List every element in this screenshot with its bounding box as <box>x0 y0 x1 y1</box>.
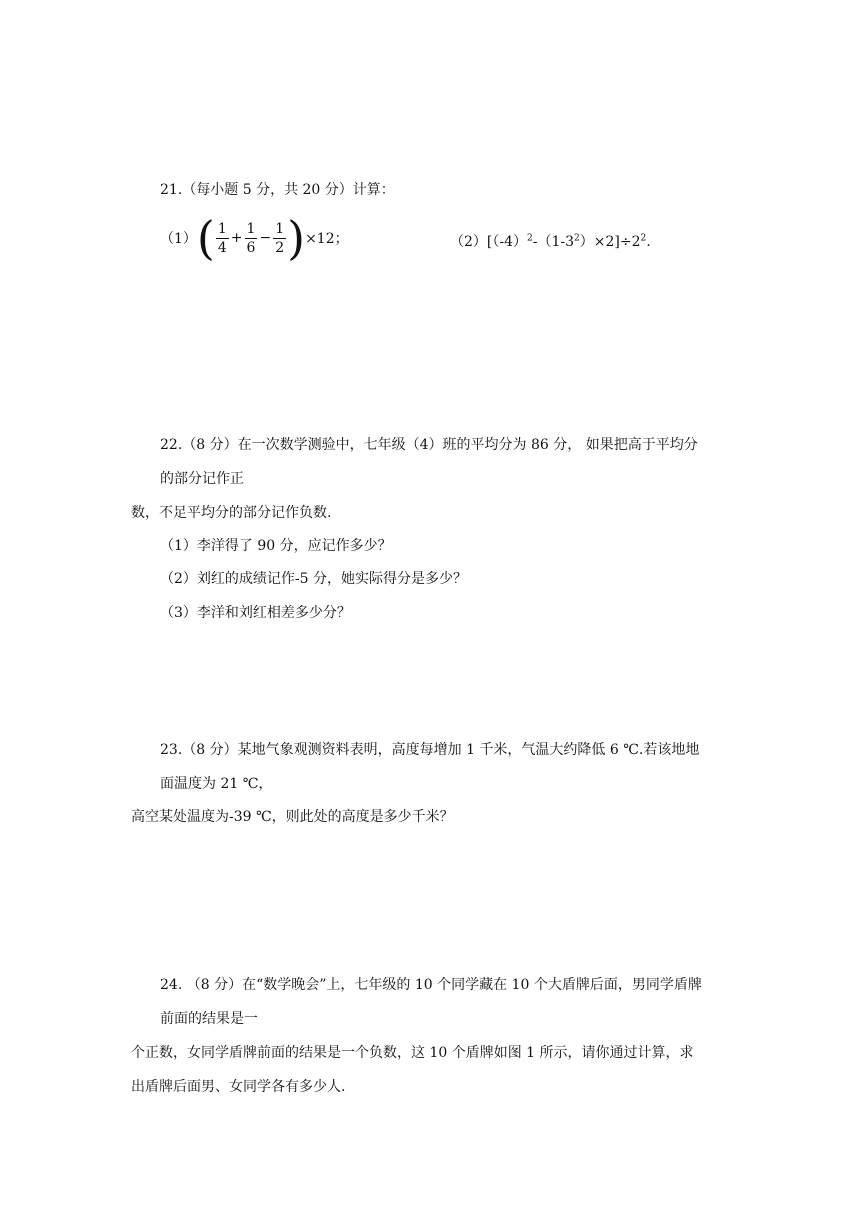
q22-sub-3: （3）李洋和刘红相差多少分？ <box>160 605 351 621</box>
q21-part2-a-exponent: 2 <box>527 233 533 244</box>
q22-sub-2: （2）刘红的成绩记作-5 分，她实际得分是多少？ <box>160 571 467 587</box>
q23-line-3: 高空某处温度为-39 ℃，则此处的高度是多少千米？ <box>131 809 454 825</box>
q22-sub-1: （1）李洋得了 90 分，应记作多少？ <box>160 538 392 554</box>
q21-part1-tail: ×12； <box>305 231 349 247</box>
fraction-1-numerator: 1 <box>217 220 227 237</box>
fraction-3 <box>273 220 286 257</box>
fraction-2-denominator: 6 <box>246 239 256 256</box>
plus-operator: + <box>230 230 243 246</box>
minus-operator: − <box>259 230 272 246</box>
q21-part1-label: （1） <box>160 231 197 247</box>
q21-part2-c-exponent: 2 <box>640 233 647 244</box>
fraction-1 <box>216 220 229 257</box>
q24-line-4: 出盾牌后面男、女同学各有多少人. <box>131 1079 346 1095</box>
q24-line-1: 24. （8 分）在“数学晚会”上，七年级的 10 个同学藏在 10 个大盾牌后面，男同学盾牌 <box>160 977 702 993</box>
q21-part2-b: -（1-3 <box>532 234 575 250</box>
q21-part2-a: [（-4） <box>486 234 528 250</box>
fraction-3-denominator: 2 <box>275 239 285 256</box>
fraction-3-numerator: 1 <box>275 220 285 237</box>
q21-part2-c: ）×2]÷2 <box>579 234 641 250</box>
q21-part2-expression <box>450 232 651 252</box>
q21-part1-expression <box>160 211 349 265</box>
q24-line-3: 个正数，女同学盾牌前面的结果是一个负数，这 10 个盾牌如图 1 所示，请你通过计算，求 <box>131 1045 694 1061</box>
q21-part2-b-exponent: 2 <box>574 233 580 244</box>
right-paren: ) <box>287 211 306 265</box>
q23-line-1: 23.（8 分）某地气象观测资料表明，高度每增加 1 千米，气温大约降低 6 ℃.若该地地 <box>160 742 700 758</box>
fraction-2-numerator: 1 <box>246 220 256 237</box>
q23-line-2: 面温度为 21 ℃， <box>160 776 273 792</box>
q24-line-2: 前面的结果是一 <box>160 1011 258 1027</box>
left-paren: ( <box>196 211 215 265</box>
fraction-2 <box>245 220 258 257</box>
fraction-1-denominator: 4 <box>217 239 227 256</box>
q22-line-1: 22.（8 分）在一次数学测验中，七年级（4）班的平均分为 86 分， 如果把高于平均分 <box>160 437 698 453</box>
q22-line-3: 数，不足平均分的部分记作负数. <box>131 505 332 521</box>
q22-line-2: 的部分记作正 <box>160 471 244 487</box>
q21-part2-d: . <box>646 234 651 250</box>
q21-header: 21.（每小题 5 分，共 20 分）计算： <box>160 182 395 198</box>
q21-part2-label: （2） <box>450 234 487 250</box>
